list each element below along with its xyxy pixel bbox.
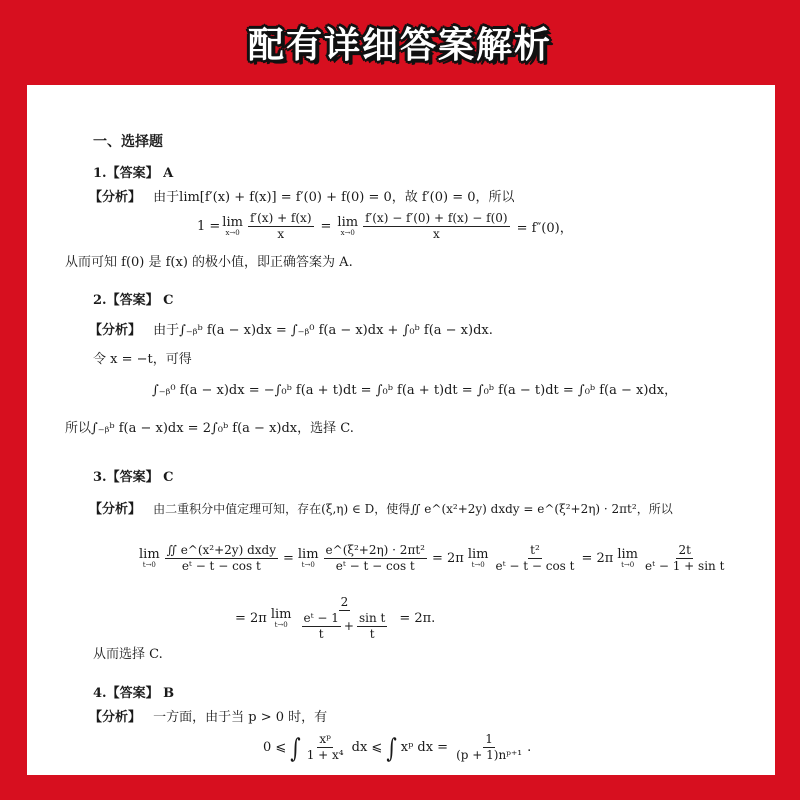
q3-header: 3.【答案】 C — [93, 470, 174, 485]
q3-eq-end: = 2π. — [399, 611, 436, 626]
numerator: eᵗ − 1 — [303, 611, 339, 625]
q4-equation — [263, 732, 531, 763]
fraction — [357, 611, 387, 642]
numerator: t² — [530, 543, 540, 557]
limit — [139, 546, 160, 569]
q2-line1: 由于∫₋ᵦᵇ f(a − x)dx = ∫₋ᵦ⁰ f(a − x)dx + ∫₀ᵇ f(a − x)dx. — [153, 323, 493, 338]
numerator: f′(x) + f(x) — [249, 211, 312, 225]
denominator: x — [432, 227, 440, 241]
denominator: (p + 1)nᵖ⁺¹ — [456, 748, 523, 762]
limit — [617, 546, 638, 569]
numerator: 1 — [485, 732, 493, 746]
fraction — [363, 211, 510, 242]
limit-sub: t→0 — [274, 620, 288, 629]
fraction — [248, 211, 314, 242]
q1-analysis — [89, 189, 515, 207]
q1-line1: 由于lim[f′(x) + f(x)] = f′(0) + f(0) = 0，故 f′(0) = 0，所以 — [153, 190, 515, 205]
q1-eq-end: = f″(0)， — [516, 221, 573, 236]
analysis-label: 【分析】 — [89, 502, 142, 517]
q4-mid: dx ⩽ — [351, 740, 383, 755]
q1-equation: 1 = lim x→0 $\frac{f'(x) + f(x)}{x}$ = lim x→0 $\frac{f'(x) - f'(0) + f(x) - f(0)}{x}$ = f″(0)， — [197, 211, 573, 241]
q3-line1: 由二重积分中值定理可知，存在(ξ,η) ∈ D，使得∬ e^(x²+2y) dxdy = e^(ξ²+2η) · 2πt²，所以 — [153, 502, 673, 516]
numerator: e^(ξ²+2η) · 2πt² — [325, 543, 425, 557]
numerator: 2t — [678, 543, 691, 557]
q4-eq-end: . — [527, 740, 532, 755]
denominator: 1 + x⁴ — [306, 748, 344, 762]
q2-conclusion: 所以∫₋ᵦᵇ f(a − x)dx = 2∫₀ᵇ f(a − x)dx，选择 C. — [65, 421, 354, 436]
numerator: 2 — [340, 595, 349, 609]
fraction — [493, 543, 576, 574]
denominator: t — [369, 627, 375, 641]
q2-line3: ∫₋ᵦ⁰ f(a − x)dx = −∫₀ᵇ f(a + t)dt = ∫₀ᵇ f(a + t)dt = ∫₀ᵇ f(a − t)dt = ∫₀ᵇ f(a − x)dx， — [152, 383, 678, 398]
q4-eq-start: 0 ⩽ — [263, 740, 287, 755]
limit — [467, 546, 489, 569]
q3-equation-1: lim t→0 $\frac{\text{∬ e\textasciicircum{}(x²+2y) dxdy}}{\text{eᵗ − t − cos t}}$ = lim t→0 $\frac{\text{e\textasciicircum{}(ξ²+2η) · 2πt²}}{\text{eᵗ − t − cos t}}$ = 2π lim t→0 $\frac{\text{t²}}{\text{eᵗ − t − cos t}}$ = 2π lim t→0 $\frac{2t}{\text{eᵗ − 1 + sin t}}$ — [139, 543, 725, 573]
numerator: ∬ e^(x²+2y) dxdy — [166, 543, 276, 557]
limit-text: lim — [270, 606, 292, 622]
banner-title: 配有详细答案解析 — [247, 25, 552, 66]
denominator: t — [318, 627, 324, 641]
q2-analysis — [89, 322, 493, 340]
fraction — [297, 595, 393, 642]
q4-mid2: xᵖ dx = — [400, 740, 449, 755]
fraction — [643, 543, 726, 574]
coefficient: = 2π — [235, 611, 267, 626]
denominator: eᵗ − t − cos t — [181, 559, 261, 573]
q2-line2: 令 x = −t，可得 — [93, 352, 192, 367]
q1-conclusion: 从而可知 f(0) 是 f(x) 的极小值，即正确答案为 A. — [65, 255, 353, 270]
section-title: 一、选择题 — [93, 134, 163, 150]
q2-header: 2.【答案】 C — [93, 293, 174, 308]
numerator: sin t — [358, 611, 386, 625]
fraction — [165, 543, 278, 574]
limit-sub: t→0 — [471, 560, 485, 569]
analysis-label: 【分析】 — [89, 710, 142, 725]
q3-equation-2 — [235, 595, 435, 642]
limit-text: lim — [467, 546, 489, 562]
limit-sub: t→0 — [301, 560, 315, 569]
limit — [337, 214, 359, 237]
coefficient: = 2π — [581, 551, 614, 566]
limit — [270, 606, 292, 629]
fraction — [305, 732, 346, 763]
numerator: xᵖ — [319, 732, 331, 746]
coefficient: = 2π — [431, 551, 464, 566]
analysis-label: 【分析】 — [89, 323, 142, 338]
limit-text: lim — [139, 546, 160, 562]
q3-analysis — [89, 500, 673, 519]
denominator: x — [277, 227, 285, 241]
q4-line1: 一方面，由于当 p > 0 时，有 — [153, 710, 328, 725]
denominator: $\frac{\text{eᵗ − 1}}{t}$ + $\frac{\text{sin t}}{t}$ — [303, 611, 386, 641]
q4-analysis — [89, 709, 327, 727]
fraction — [302, 611, 341, 642]
answer-sheet — [27, 85, 775, 775]
limit-text: lim — [337, 214, 359, 230]
fraction — [324, 543, 427, 574]
q1-header: 1.【答案】 A — [93, 166, 174, 181]
limit-text: lim — [297, 546, 319, 562]
denominator: eᵗ − t − cos t — [495, 559, 575, 573]
integral-icon: ∫ — [290, 731, 301, 764]
limit-sub: x→0 — [225, 228, 240, 237]
limit-sub: t→0 — [142, 560, 156, 569]
q4-header: 4.【答案】 B — [93, 686, 175, 701]
banner — [0, 0, 800, 85]
q1-eq-lhs: 1 = — [197, 219, 221, 234]
fraction — [454, 732, 524, 763]
q3-conclusion: 从而选择 C. — [93, 647, 163, 662]
integral-icon: ∫ — [386, 731, 397, 764]
limit-text: lim — [617, 546, 638, 562]
numerator: f′(x) − f′(0) + f(x) − f(0) — [365, 211, 508, 225]
limit — [222, 214, 243, 237]
denominator: eᵗ − t − cos t — [335, 559, 415, 573]
limit-sub: x→0 — [340, 228, 355, 237]
limit — [297, 546, 319, 569]
analysis-label: 【分析】 — [89, 190, 142, 205]
denominator: eᵗ − 1 + sin t — [644, 559, 725, 573]
limit-text: lim — [222, 214, 243, 230]
limit-sub: t→0 — [621, 560, 635, 569]
